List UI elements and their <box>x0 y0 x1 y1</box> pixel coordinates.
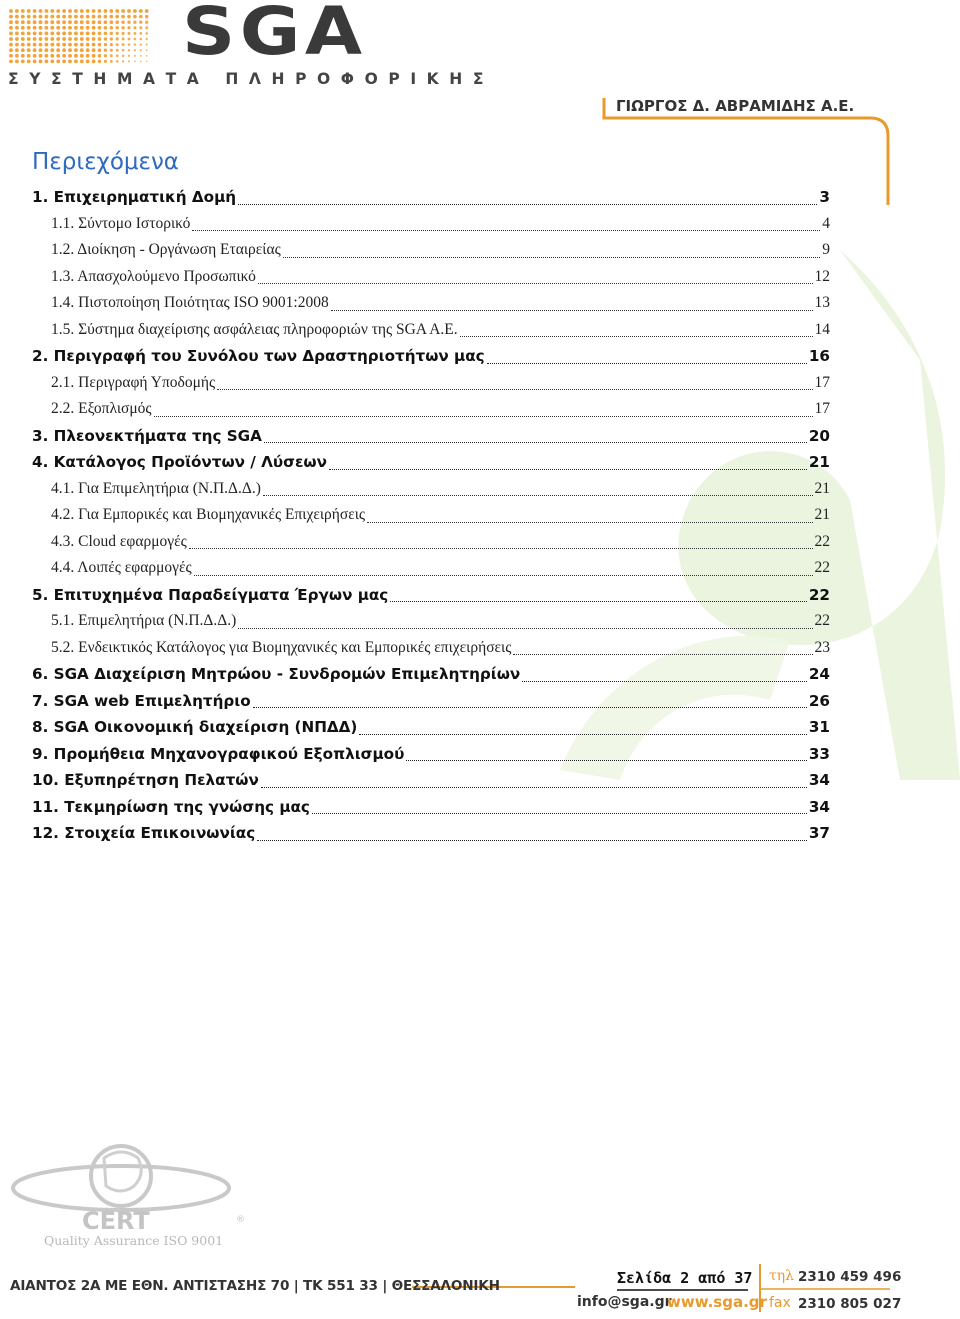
toc-entry-label: 3. Πλεονεκτήματα της SGA <box>32 426 262 445</box>
toc-dot-leader <box>312 812 807 814</box>
toc-entry-label: 4.4. Λοιπές εφαρμογές <box>51 559 192 576</box>
toc-entry-label: 12. Στοιχεία Επικοινωνίας <box>32 824 256 842</box>
toc-entry-page: 9 <box>822 241 830 258</box>
toc-entry-label: 8. SGA Οικονομική διαχείριση (ΝΠΔΔ) <box>32 718 358 736</box>
page-number: Σελίδα 2 από 37 <box>617 1269 753 1287</box>
toc-dot-leader <box>522 680 807 682</box>
svg-text:®: ® <box>236 1215 245 1225</box>
toc-entry-page: 31 <box>808 718 830 736</box>
website-link[interactable]: www.sga.gr <box>667 1293 767 1311</box>
toc-entry-label: 6. SGA Διαχείριση Μητρώου - Συνδρομών Επιμελητηρίων <box>32 665 521 683</box>
toc-dot-leader <box>264 441 807 443</box>
toc-entry-page: 20 <box>808 426 830 445</box>
toc-entry[interactable] <box>32 453 830 480</box>
toc-entry[interactable] <box>32 798 830 825</box>
toc-entry-page: 22 <box>814 612 830 629</box>
toc-entry[interactable] <box>32 374 830 401</box>
toc-entry-page: 37 <box>808 824 830 842</box>
toc-dot-leader <box>513 653 812 655</box>
toc-entry-page: 14 <box>814 320 830 338</box>
toc-entry-label: 9. Προμήθεια Μηχανογραφικού Εξοπλισμού <box>32 744 405 763</box>
toc-entry-page: 17 <box>814 400 830 417</box>
toc-entry-page: 21 <box>814 506 830 523</box>
toc-entry[interactable] <box>32 745 830 772</box>
toc-entry-page: 3 <box>819 188 830 206</box>
toc-dot-leader <box>194 574 813 576</box>
toc-entry-label: 10. Εξυπηρέτηση Πελατών <box>32 771 259 789</box>
toc-entry-label: 1.2. Διοίκηση - Οργάνωση Εταιρείας <box>51 241 281 258</box>
toc-entry[interactable] <box>32 612 830 639</box>
toc-dot-leader <box>257 839 807 841</box>
toc-entry[interactable] <box>32 188 830 215</box>
toc-entry-label: 5.1. Επιμελητήρια (Ν.Π.Δ.Δ.) <box>51 612 237 629</box>
toc-dot-leader <box>189 547 813 549</box>
toc-dot-leader <box>329 468 807 470</box>
toc-entry[interactable] <box>32 480 830 507</box>
phone-label: τηλ <box>769 1268 795 1284</box>
toc-entry[interactable] <box>32 771 830 798</box>
sga-dots-logo-icon <box>8 8 153 66</box>
toc-entry-page: 26 <box>808 691 830 710</box>
company-tagline: ΣΥΣΤΗΜΑΤΑ ΠΛΗΡΟΦΟΡΙΚΗΣ <box>8 70 495 88</box>
toc-dot-leader <box>253 706 807 708</box>
toc-dot-leader <box>217 388 812 390</box>
toc-entry[interactable] <box>32 718 830 745</box>
toc-entry-page: 13 <box>814 294 830 311</box>
toc-entry[interactable] <box>32 559 830 586</box>
toc-entry[interactable] <box>32 665 830 692</box>
toc-entry-label: 1. Επιχειρηματική Δομή <box>32 188 237 206</box>
toc-dot-leader <box>154 415 813 417</box>
toc-entry-label: 1.5. Σύστημα διαχείρισης ασφάλειας πληροφοριών της SGA A.E. <box>51 320 458 338</box>
toc-dot-leader <box>406 759 807 761</box>
toc-entry-page: 22 <box>814 532 830 550</box>
toc-entry-label: 1.1. Σύντομο Ιστορικό <box>51 214 191 232</box>
toc-entry-label: 2.1. Περιγραφή Υποδομής <box>51 373 216 391</box>
toc-entry-page: 21 <box>814 479 830 497</box>
toc-entry[interactable] <box>32 400 830 427</box>
toc-entry-label: 4.1. Για Επιμελητήρια (Ν.Π.Δ.Δ.) <box>51 479 261 497</box>
toc-entry-page: 22 <box>814 559 830 576</box>
toc-dot-leader <box>263 494 813 496</box>
toc-entry[interactable] <box>32 268 830 295</box>
toc-entry-page: 12 <box>814 267 830 285</box>
toc-entry-label: 7. SGA web Επιμελητήριο <box>32 691 251 710</box>
phone-number: 2310 459 496 <box>798 1269 902 1285</box>
toc-entry-label: 4.3. Cloud εφαρμογές <box>51 532 187 550</box>
toc-entry-label: 4. Κατάλογος Προϊόντων / Λύσεων <box>32 453 327 471</box>
toc-dot-leader <box>238 627 812 629</box>
toc-dot-leader <box>367 521 812 523</box>
cert-label: Quality Assurance ISO 9001 <box>44 1233 224 1248</box>
toc-entry[interactable] <box>32 533 830 560</box>
sga-wordmark-logo <box>182 0 392 62</box>
toc-entry-label: 5.2. Ενδεικτικός Κατάλογος για Βιομηχανικές και Εμπορικές επιχειρήσεις <box>51 638 512 656</box>
company-address: ΑΙΑΝΤΟΣ 2Α ΜΕ ΕΘΝ. ΑΝΤΙΣΤΑΣΗΣ 70 | ΤΚ 551 33 | ΘΕΣΣΑΛΟΝΙΚΗ <box>10 1278 500 1294</box>
toc-entry-page: 33 <box>808 744 830 763</box>
toc-entry[interactable] <box>32 294 830 321</box>
toc-dot-leader <box>261 786 807 788</box>
toc-dot-leader <box>238 203 817 205</box>
sga-wordmark-text: SGA <box>182 0 367 62</box>
toc-entry[interactable] <box>32 692 830 719</box>
email-link[interactable]: info@sga.gr <box>577 1294 672 1310</box>
toc-entry-label: 2. Περιγραφή του Συνόλου των Δραστηριοτήτων μας <box>32 347 485 365</box>
toc-entry-page: 17 <box>814 373 830 391</box>
toc-entry-page: 23 <box>814 638 830 656</box>
toc-entry-label: 11. Τεκμηρίωση της γνώσης μας <box>32 797 310 816</box>
table-of-contents <box>32 188 830 851</box>
toc-entry-page: 22 <box>808 585 830 604</box>
toc-entry[interactable] <box>32 347 830 374</box>
toc-entry-label: 4.2. Για Εμπορικές και Βιομηχανικές Επιχειρήσεις <box>51 506 366 523</box>
toc-dot-leader <box>460 335 813 337</box>
toc-entry-label: 1.3. Απασχολούμενο Προσωπικό <box>51 267 256 285</box>
company-name: ΓΙΩΡΓΟΣ Δ. ΑΒΡΑΜΙΔΗΣ Α.Ε. <box>616 97 855 115</box>
cert-logo <box>6 1140 246 1240</box>
toc-entry-label: 2.2. Εξοπλισμός <box>51 400 152 417</box>
toc-entry-page: 4 <box>822 214 830 232</box>
fax-label: fax <box>769 1295 791 1311</box>
toc-entry-page: 21 <box>808 453 830 471</box>
toc-dot-leader <box>487 362 807 364</box>
toc-entry[interactable] <box>32 321 830 348</box>
toc-dot-leader <box>331 309 813 311</box>
toc-entry[interactable] <box>32 586 830 613</box>
toc-dot-leader <box>258 282 813 284</box>
toc-dot-leader <box>192 229 820 231</box>
toc-entry[interactable] <box>32 506 830 533</box>
toc-entry[interactable] <box>32 427 830 454</box>
fax-number: 2310 805 027 <box>798 1296 902 1312</box>
toc-entry-page: 24 <box>808 665 830 683</box>
toc-entry-page: 34 <box>808 771 830 789</box>
toc-dot-leader <box>359 733 806 735</box>
toc-title: Περιεχόμενα <box>32 149 179 175</box>
toc-entry-label: 1.4. Πιστοποίηση Ποιότητας ISO 9001:2008 <box>51 294 329 311</box>
toc-dot-leader <box>283 256 821 258</box>
cert-logo-text: CERT <box>82 1207 150 1235</box>
toc-entry[interactable] <box>32 639 830 666</box>
toc-entry-page: 16 <box>808 347 830 365</box>
toc-entry[interactable] <box>32 241 830 268</box>
toc-entry-page: 34 <box>808 797 830 816</box>
toc-dot-leader <box>390 600 807 602</box>
toc-entry[interactable] <box>32 215 830 242</box>
toc-entry[interactable] <box>32 824 830 851</box>
toc-entry-label: 5. Επιτυχημένα Παραδείγματα Έργων μας <box>32 585 389 604</box>
